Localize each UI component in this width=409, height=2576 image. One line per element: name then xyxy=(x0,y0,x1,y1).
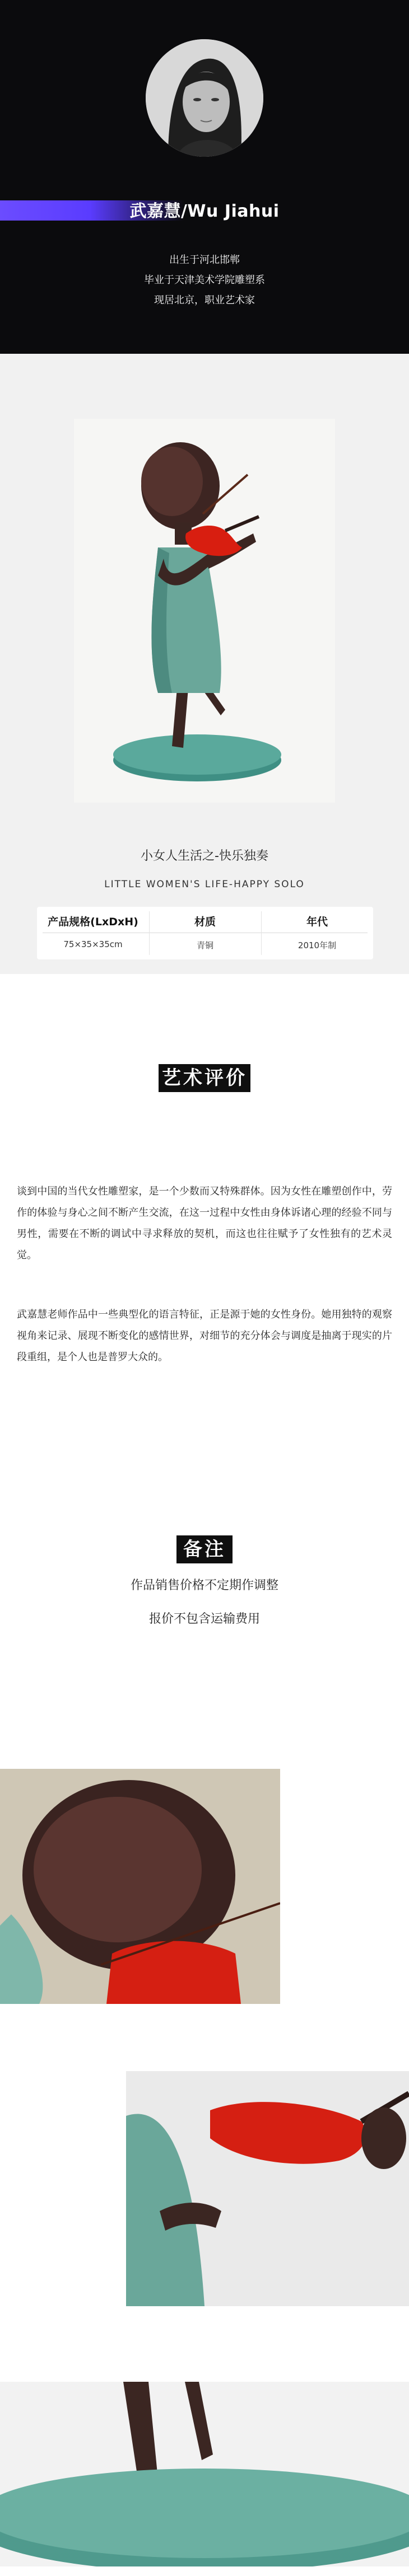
review-paragraph-2: 武嘉慧老师作品中一些典型化的语言特征，正是源于她的女性身份。她用独特的观察视角来记录、展现不断变化的感情世界，对细节的充分体会与调度是抽离于现实的片段重组，是个人也是普罗大众的。 xyxy=(17,1309,392,1363)
spec-table xyxy=(37,907,373,959)
spec-year xyxy=(261,907,373,959)
bio-line-birthplace: 出生于河北邯郸 xyxy=(169,254,240,266)
artwork-title-cn: 小女人生活之-快乐独奏 xyxy=(141,849,268,863)
spec-year-value: 2010年制 xyxy=(298,940,337,950)
detail-photo-base xyxy=(0,2382,409,2566)
spec-year-label: 年代 xyxy=(306,916,328,928)
bio-line-education: 毕业于天津美术学院雕塑系 xyxy=(144,274,265,286)
note-price-adjustment: 作品销售价格不定期作调整 xyxy=(130,1579,278,1593)
sculpture-photo xyxy=(74,419,335,803)
bio-line-residence: 现居北京，职业艺术家 xyxy=(154,294,255,306)
spec-size xyxy=(37,907,149,959)
detail-photo-violin xyxy=(126,2071,409,2306)
notes-heading: 备注 xyxy=(176,1535,233,1563)
review-heading: 艺术评价 xyxy=(159,1064,250,1092)
review-paragraph-1: 谈到中国的当代女性雕塑家，是一个少数而又特殊群体。因为女性在雕塑创作中，劳作的体验与身心之间不断产生交流，在这一过程中女性由身体诉诸心理的经验不同与男性，需要在不断的调试中寻求释放的契机，而这也往往赋予了女性独有的艺术灵觉。 xyxy=(17,1186,392,1261)
artist-avatar xyxy=(146,39,263,157)
artwork-title-en: LITTLE WOMEN'S LIFE-HAPPY SOLO xyxy=(104,879,305,890)
artist-name: 武嘉慧/Wu Jiahui xyxy=(129,202,280,221)
detail-photo-head xyxy=(0,1769,280,2004)
spec-material-value: 青铜 xyxy=(196,940,213,950)
spec-material xyxy=(149,907,261,959)
spec-size-value: 75×35×35cm xyxy=(63,939,123,949)
spec-material-label: 材质 xyxy=(194,916,216,928)
note-shipping-excluded: 报价不包含运输费用 xyxy=(148,1612,260,1626)
spec-size-label: 产品规格(LxDxH) xyxy=(48,916,138,928)
